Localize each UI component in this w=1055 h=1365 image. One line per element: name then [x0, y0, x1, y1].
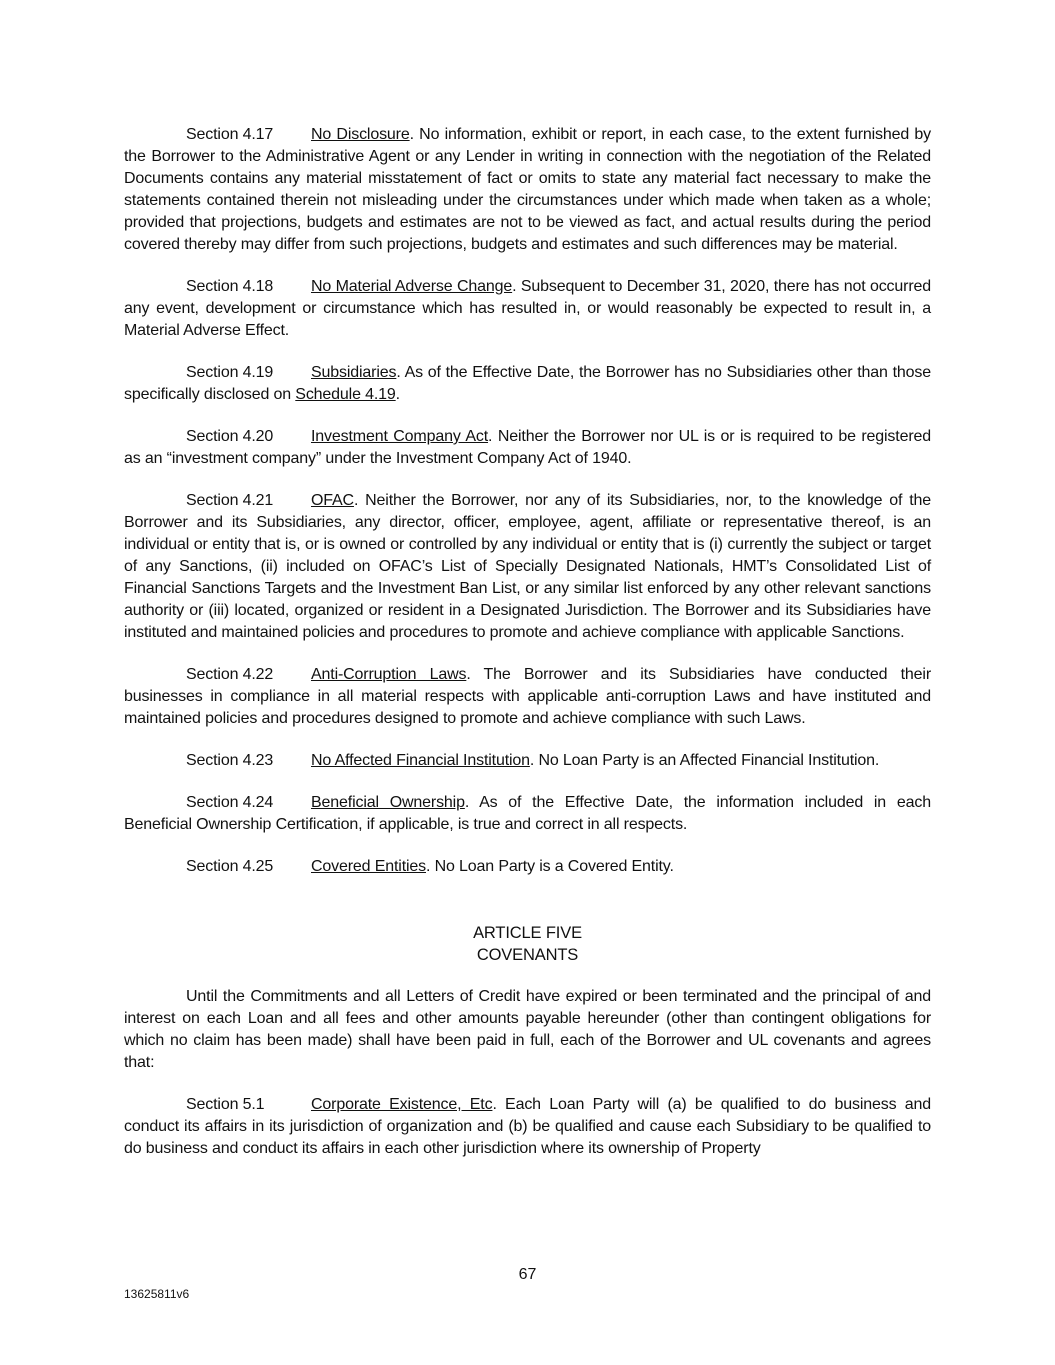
section-4-19: Section 4.19 Subsidiaries. As of the Effective Date, the Borrower has no Subsidiaries other than those specifically disclosed on Schedule 4.19.: [124, 364, 931, 403]
covenants-intro: Until the Commitments and all Letters of Credit have expired or been terminated and the principal of and interest on each Loan and all fees and other amounts payable hereunder (other than contingent obligations for which no claim has been made) shall have been paid in full, each of the Borrower and UL covenants and agrees that:: [124, 988, 931, 1071]
section-title: Covered Entities: [311, 858, 426, 875]
section-title: Corporate Existence, Etc: [311, 1096, 493, 1113]
document-body: [124, 124, 931, 1180]
section-title: Beneficial Ownership: [311, 794, 465, 811]
schedule-reference: Schedule 4.19: [295, 386, 396, 403]
section-4-24: Section 4.24 Beneficial Ownership. As of the Effective Date, the information included in each Beneficial Ownership Certification, if applicable, is true and correct in all respects.: [124, 794, 931, 833]
section-5-1: Section 5.1 Corporate Existence, Etc. Each Loan Party will (a) be qualified to do business and conduct its affairs in its jurisdiction of organization and (b) be qualified and cause each Subsidiary to be qualified to do business and conduct its affairs in each other jurisdiction where its ownership of Property: [124, 1096, 931, 1157]
section-title: No Affected Financial Institution: [311, 752, 530, 769]
article-heading: ARTICLE FIVE COVENANTS: [473, 924, 582, 964]
section-title: Investment Company Act: [311, 428, 489, 445]
document-id: 13625811v6: [124, 1287, 190, 1301]
section-4-20: Section 4.20 Investment Company Act. Neither the Borrower nor UL is or is required to be registered as an “investment company” under the Investment Company Act of 1940.: [124, 428, 932, 467]
page-number: 67: [518, 1266, 537, 1283]
section-title: Anti-Corruption Laws: [311, 666, 467, 683]
section-4-23: Section 4.23 No Affected Financial Institution. No Loan Party is an Affected Financial Institution.: [186, 752, 880, 769]
section-4-22: Section 4.22 Anti-Corruption Laws. The Borrower and its Subsidiaries have conducted their businesses in compliance in all material respects with applicable anti-corruption Laws and have instituted and maintained policies and procedures designed to promote and achieve compliance with such Laws.: [124, 666, 931, 727]
section-4-17: Section 4.17 No Disclosure. No information, exhibit or report, in each case, to the extent furnished by the Borrower to the Administrative Agent or any Lender in writing in connection with the negotiation of the Related Documents contains any material misstatement of fact or omits to state any material fact necessary to make the statements contained therein not misleading under the circumstances under which made when taken as a whole; provided that projections, budgets and estimates are not to be viewed as fact, and actual results during the period covered thereby may differ from such projections, budgets and estimates and such differences may be material.: [124, 126, 931, 253]
section-4-21: Section 4.21 OFAC. Neither the Borrower, nor any of its Subsidiaries, nor, to the knowledge of the Borrower and its Subsidiaries, any director, officer, employee, agent, affiliate or representative thereof, is an individual or entity that is, or is owned or controlled by any individual or entity that is (i) currently the subject or target of any Sanctions, (ii) included on OFAC’s List of Specially Designated Nationals, HMT’s Consolidated List of Financial Sanctions Targets and the Investment Ban List, or any similar list enforced by any other relevant sanctions authority or (iii) located, organized or resident in a Designated Jurisdiction. The Borrower and its Subsidiaries have instituted and maintained policies and procedures to promote and achieve compliance with applicable Sanctions.: [124, 492, 931, 641]
section-title: No Material Adverse Change: [311, 278, 513, 295]
section-title: OFAC: [311, 492, 354, 509]
section-4-18: Section 4.18 No Material Adverse Change. Subsequent to December 31, 2020, there has not occurred any event, development or circumstance which has resulted in, or would reasonably be expected to result in, a Material Adverse Effect.: [124, 278, 932, 339]
section-title: Subsidiaries: [311, 364, 397, 381]
section-title: No Disclosure: [311, 126, 410, 143]
section-4-25: Section 4.25 Covered Entities. No Loan Party is a Covered Entity.: [186, 858, 674, 875]
